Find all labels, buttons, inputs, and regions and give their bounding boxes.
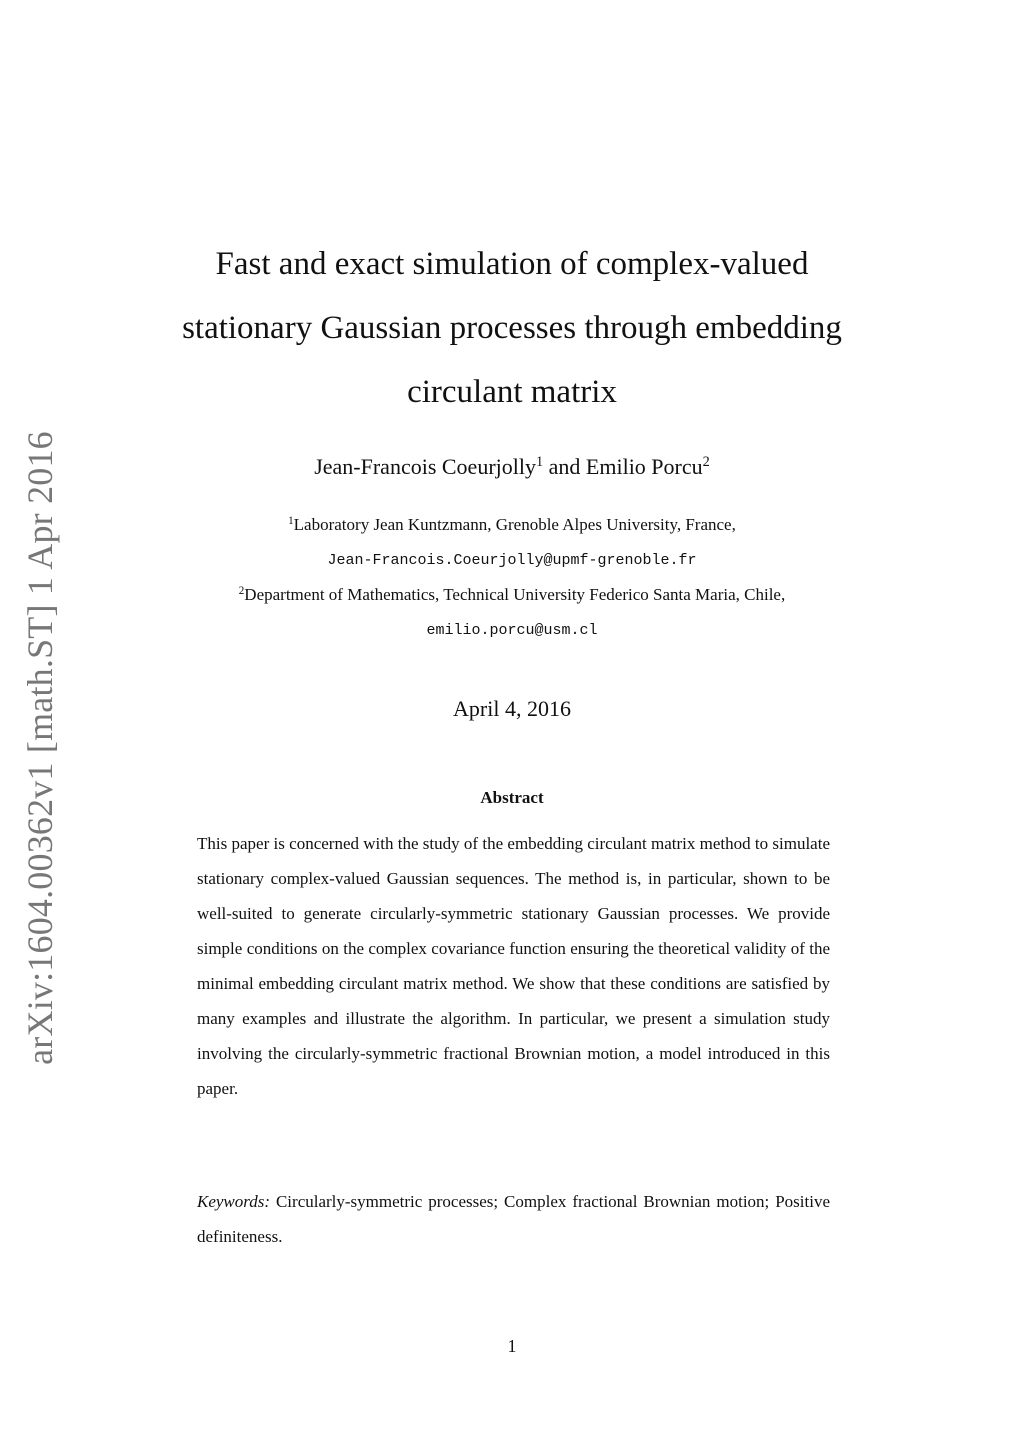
affiliation-mark: 2 <box>238 584 245 597</box>
affiliation-text: Department of Mathematics, Technical University Federico Santa Maria, Chile, <box>244 585 786 604</box>
affiliation <box>140 582 884 608</box>
abstract-text: This paper is concerned with the study of the embedding circulant matrix method to simulate stationary complex-valued Gaussian sequences. The method is, in particular, shown to be well-suited to generate circularly-symmetric stationary Gaussian processes. We provide simple conditions on the complex covariance function ensuring the theoretical validity of the minimal embedding circulant matrix method. We show that these conditions are satisfied by many examples and illustrate the algorithm. In particular, we present a simulation study involving the circularly-symmetric fractional Brownian motion, a model introduced in this paper. <box>197 834 830 1098</box>
author-affiliation-mark: 2 <box>702 454 710 471</box>
paper-title <box>140 232 884 424</box>
affiliation <box>140 512 884 538</box>
author-list <box>140 452 884 482</box>
title-line: stationary Gaussian processes through embedding <box>182 310 842 346</box>
author-name: Emilio Porcu <box>585 454 703 479</box>
page-number: 1 <box>507 1336 517 1356</box>
author-email[interactable]: emilio.porcu@usm.cl <box>426 622 598 639</box>
author-affiliation-mark: 1 <box>536 454 544 471</box>
keywords <box>197 1184 830 1254</box>
arxiv-identifier-stamp: arXiv:1604.00362v1 [math.ST] 1 Apr 2016 <box>20 431 60 1065</box>
affiliation-mark: 1 <box>288 514 294 527</box>
title-line: circulant matrix <box>407 374 617 410</box>
title-line: Fast and exact simulation of complex-valued <box>215 246 809 282</box>
keywords-label: Keywords: <box>197 1192 271 1211</box>
author-email[interactable]: Jean-Francois.Coeurjolly@upmf-grenoble.fr <box>327 552 697 569</box>
affiliation-text: Laboratory Jean Kuntzmann, Grenoble Alpes University, France, <box>293 515 736 534</box>
publication-date: April 4, 2016 <box>453 696 571 721</box>
author-conjunction: and <box>548 454 581 479</box>
author-name: Jean-Francois Coeurjolly <box>314 454 536 479</box>
keywords-text: Circularly-symmetric processes; Complex fractional Brownian motion; Positive definiteness. <box>197 1192 830 1246</box>
abstract-heading: Abstract <box>480 788 544 807</box>
